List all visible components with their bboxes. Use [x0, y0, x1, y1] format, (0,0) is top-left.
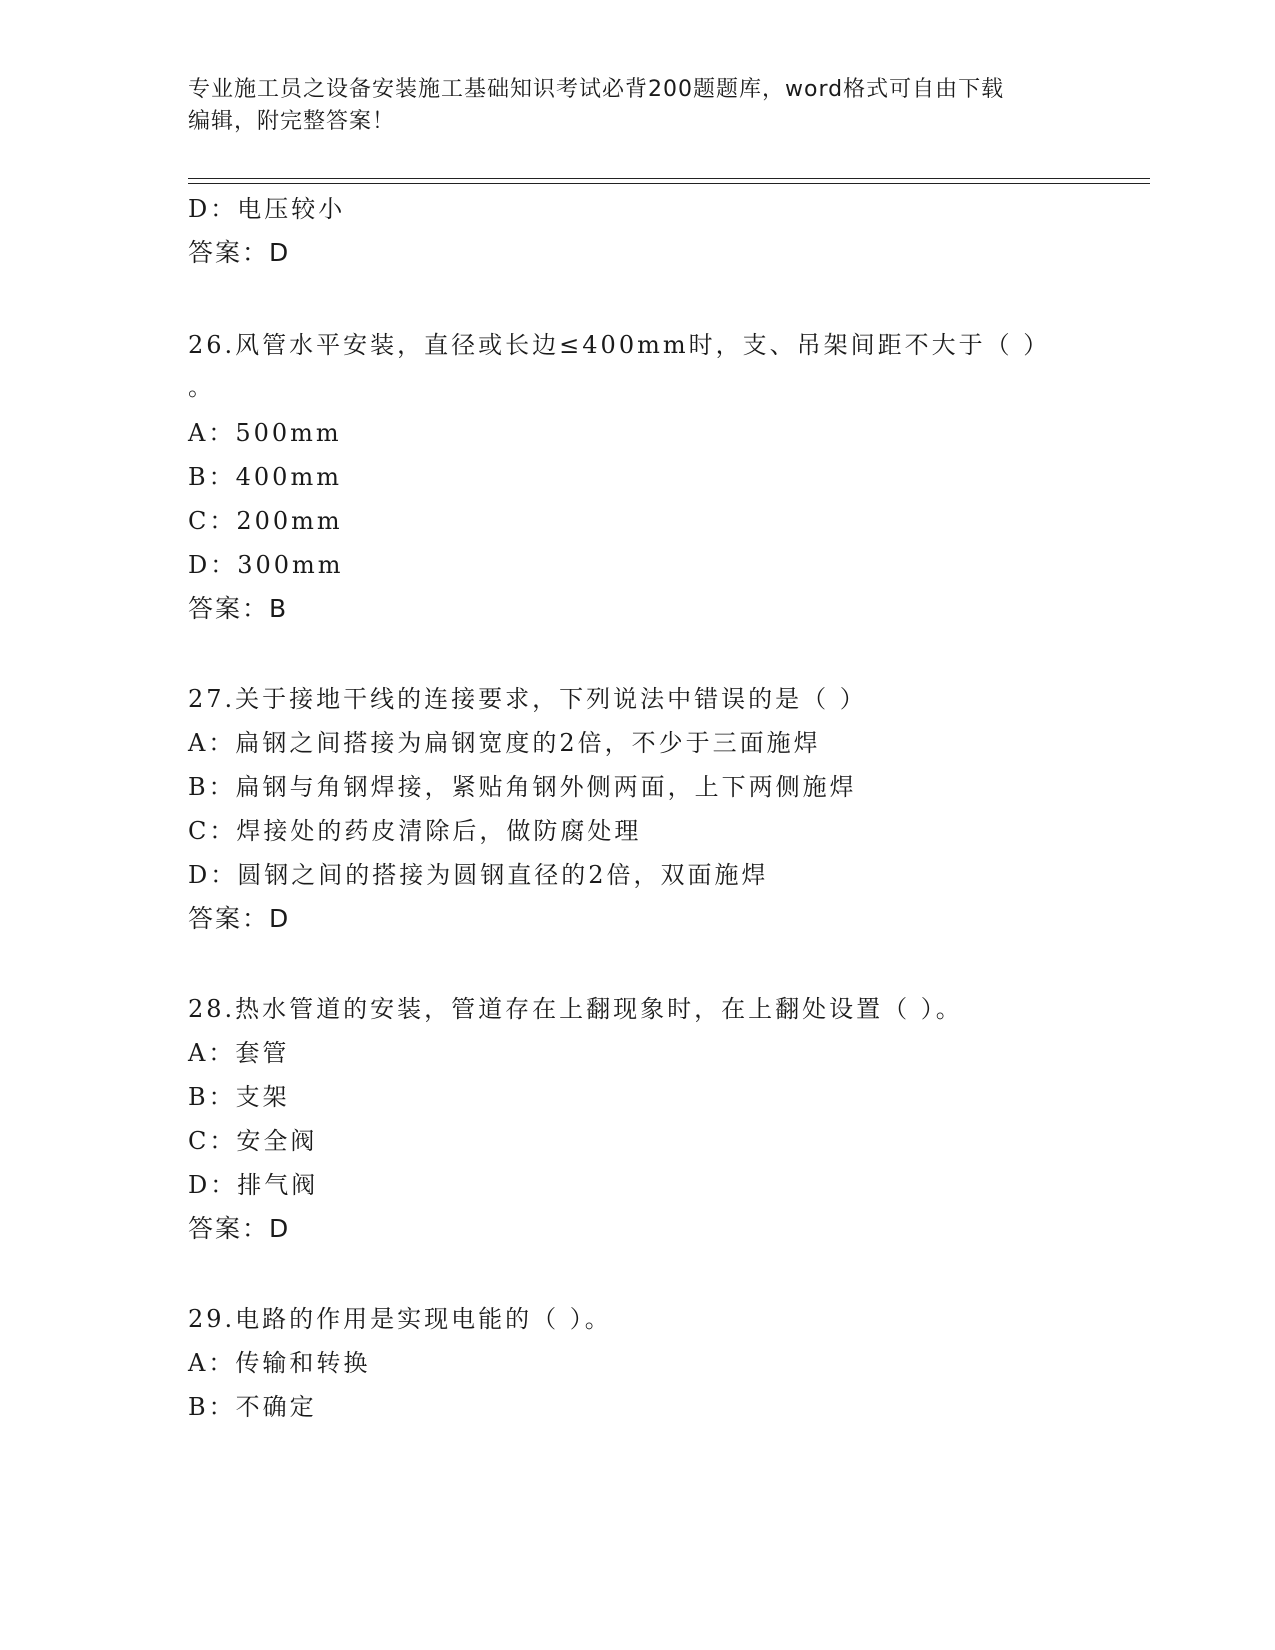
q26-question-continuation: 。 [188, 373, 215, 401]
document-header [188, 74, 1068, 138]
q27-answer: 答案：D [188, 904, 291, 933]
q28-question: 28.热水管道的安装，管道存在上翻现象时，在上翻处设置（ ）。 [188, 995, 963, 1023]
q27-option-c: C：焊接处的药皮清除后，做防腐处理 [188, 817, 642, 845]
q28-option-a: A：套管 [188, 1039, 290, 1067]
header-rule-bottom [188, 183, 1150, 184]
q26-option-d: D：300mm [188, 551, 344, 579]
q27-option-b: B：扁钢与角钢焊接，紧贴角钢外侧两面，上下两侧施焊 [188, 773, 857, 801]
q28-option-c: C：安全阀 [188, 1127, 318, 1155]
q25-option-d: D：电压较小 [188, 195, 346, 223]
header-rule-top [188, 178, 1150, 179]
q28-option-b: B：支架 [188, 1083, 290, 1111]
q26-option-a: A：500mm [188, 419, 342, 447]
q29-option-a: A：传输和转换 [188, 1349, 371, 1377]
q28-answer: 答案：D [188, 1214, 291, 1243]
header-title-line-1: 专业施工员之设备安装施工基础知识考试必背200题题库，word格式可自由下载 [188, 77, 1005, 102]
q26-option-c: C：200mm [188, 507, 343, 535]
q29-question: 29.电路的作用是实现电能的（ ）。 [188, 1305, 612, 1333]
q29-option-b: B：不确定 [188, 1393, 317, 1421]
q27-question: 27.关于接地干线的连接要求，下列说法中错误的是（ ） [188, 685, 867, 713]
q26-option-b: B：400mm [188, 463, 342, 491]
q27-option-d: D：圆钢之间的搭接为圆钢直径的2倍，双面施焊 [188, 861, 769, 889]
q26-answer: 答案：B [188, 594, 289, 623]
q25-answer: 答案：D [188, 238, 291, 267]
q28-option-d: D：排气阀 [188, 1171, 319, 1199]
q27-option-a: A：扁钢之间搭接为扁钢宽度的2倍，不少于三面施焊 [188, 729, 821, 757]
header-title-line-2: 编辑，附完整答案！ [188, 109, 396, 134]
q26-question: 26.风管水平安装，直径或长边≤400mm时，支、吊架间距不大于（ ） [188, 331, 1051, 359]
